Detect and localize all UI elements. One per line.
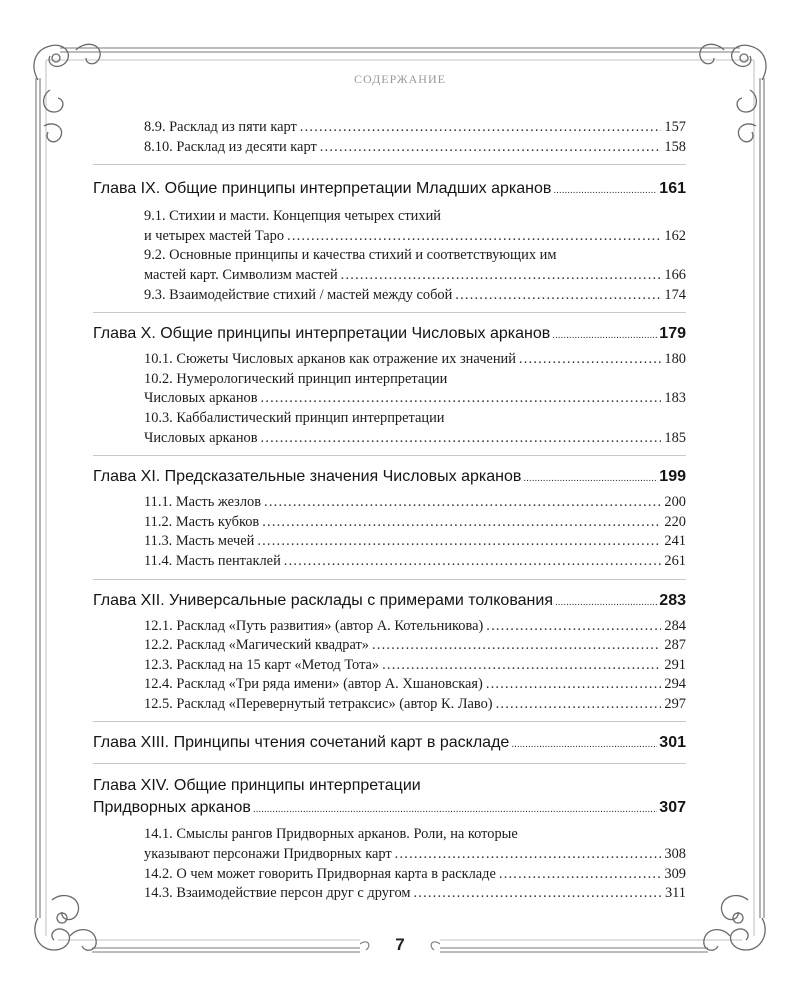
toc-entry-title: 14.3. Взаимодействие персон друг с другом <box>144 885 411 902</box>
toc-entry[interactable] <box>93 845 686 865</box>
toc-entry-title: 11.4. Масть пентаклей <box>144 552 281 569</box>
dot-leader <box>382 656 661 676</box>
dot-leader <box>287 227 661 247</box>
toc-entry-title: 12.2. Расклад «Магический квадрат» <box>144 637 369 654</box>
page-number: 7 <box>395 935 405 954</box>
toc-entry-line: 10.3. Каббалистический принцип интерпретации <box>144 409 445 426</box>
section-divider <box>93 763 686 764</box>
toc-entry-page: 241 <box>664 533 686 550</box>
chapter-title: Глава X. Общие принципы интерпретации Числовых арканов <box>93 325 551 343</box>
chapter-page: 199 <box>659 468 686 486</box>
toc-entry[interactable] <box>93 138 686 158</box>
section-divider <box>93 312 686 313</box>
toc-entry[interactable] <box>93 675 686 695</box>
toc-entry-page: 183 <box>664 390 686 407</box>
chapter-heading[interactable] <box>93 732 686 754</box>
toc-entry-page: 311 <box>664 885 686 902</box>
toc-entry[interactable] <box>93 884 686 904</box>
toc-entry-title: Числовых арканов <box>144 390 258 407</box>
section-divider <box>93 579 686 580</box>
chapter-title: Глава XII. Универсальные расклады с примерами толкования <box>93 591 553 609</box>
dot-leader <box>262 513 661 533</box>
dot-leader <box>300 118 662 138</box>
toc-entry[interactable] <box>93 617 686 637</box>
toc-entry-page: 180 <box>664 351 686 368</box>
toc-entry[interactable] <box>93 350 686 370</box>
toc-entry-title: 11.3. Масть мечей <box>144 533 255 550</box>
toc-entry-title: указывают персонажи Придворных карт <box>144 846 392 863</box>
toc-entry[interactable] <box>93 118 686 138</box>
toc-entry-line: 14.1. Смыслы рангов Придворных арканов. Роли, на которые <box>144 826 518 843</box>
toc-entry-title: 10.1. Сюжеты Числовых арканов как отражение их значений <box>144 351 516 368</box>
dot-leader <box>413 884 661 904</box>
toc-entry-page: 174 <box>664 286 686 303</box>
toc-entry[interactable] <box>93 513 686 533</box>
dot-leader <box>511 734 657 756</box>
toc-entry-page: 162 <box>664 227 686 244</box>
toc-entry-page: 308 <box>664 846 686 863</box>
toc-entry[interactable] <box>93 429 686 449</box>
toc-entry-page: 287 <box>664 637 686 654</box>
chapter-title: Глава XI. Предсказательные значения Числовых арканов <box>93 468 522 486</box>
toc-entry-page: 309 <box>664 865 686 882</box>
chapter-heading[interactable] <box>93 466 686 488</box>
chapter-page: 301 <box>659 734 686 752</box>
toc-entry-title: 14.2. О чем может говорить Придворная карта в раскладе <box>144 865 496 882</box>
toc-entry-title: 11.2. Масть кубков <box>144 513 260 530</box>
toc-entry-title: 8.9. Расклад из пяти карт <box>144 119 297 135</box>
toc-entry-title: Числовых арканов <box>144 429 258 446</box>
chapter-heading[interactable] <box>93 323 686 345</box>
table-of-contents <box>93 118 686 904</box>
dot-leader <box>553 180 657 202</box>
toc-entry-page: 291 <box>664 656 686 673</box>
toc-entry-title: 11.1. Масть жезлов <box>144 494 262 511</box>
toc-entry-page: 166 <box>664 266 686 283</box>
running-header: СОДЕРЖАНИЕ <box>354 72 446 86</box>
toc-entry-page: 200 <box>664 494 686 511</box>
dot-leader <box>499 865 662 885</box>
chapter-page: 307 <box>659 799 686 817</box>
section-divider <box>93 455 686 456</box>
chapter-title: Придворных арканов <box>93 799 251 817</box>
toc-entry[interactable] <box>93 636 686 656</box>
toc-entry-page: 284 <box>664 617 686 634</box>
corner-ornament-top-left <box>34 44 100 141</box>
dot-leader <box>395 845 662 865</box>
section-divider <box>93 164 686 165</box>
toc-entry[interactable] <box>93 389 686 409</box>
toc-entry[interactable] <box>93 286 686 306</box>
toc-entry-page: 294 <box>664 676 686 693</box>
toc-entry-page: 185 <box>664 429 686 446</box>
toc-entry-page: 157 <box>664 119 686 135</box>
dot-leader <box>264 493 661 513</box>
chapter-title: Глава XIII. Принципы чтения сочетаний карт в раскладе <box>93 734 510 752</box>
toc-entry[interactable] <box>93 532 686 552</box>
dot-leader <box>552 325 657 347</box>
toc-entry[interactable] <box>93 552 686 572</box>
dot-leader <box>261 389 662 409</box>
chapter-title-line: Глава XIV. Общие принципы интерпретации <box>93 777 421 795</box>
dot-leader <box>486 617 661 637</box>
toc-entry[interactable] <box>93 695 686 715</box>
toc-entry-title: 12.3. Расклад на 15 карт «Метод Тота» <box>144 656 380 673</box>
toc-entry[interactable] <box>93 656 686 676</box>
chapter-title: Глава IX. Общие принципы интерпретации Младших арканов <box>93 180 552 198</box>
toc-entry-title: 12.5. Расклад «Перевернутый тетраксис» (автор К. Лаво) <box>144 695 493 712</box>
dot-leader <box>555 592 657 614</box>
dot-leader <box>284 552 662 572</box>
dot-leader <box>486 675 662 695</box>
toc-entry-line: 9.2. Основные принципы и качества стихий и соответствующих им <box>144 247 557 264</box>
toc-entry-page: 220 <box>664 513 686 530</box>
toc-entry-line: 9.1. Стихии и масти. Концепция четырех стихий <box>144 208 441 225</box>
toc-entry-title: 9.3. Взаимодействие стихий / мастей между собой <box>144 286 453 303</box>
dot-leader <box>519 350 661 370</box>
dot-leader <box>261 429 662 449</box>
corner-ornament-top-right <box>700 44 766 141</box>
toc-entry-line: 10.2. Нумерологический принцип интерпретации <box>144 370 448 387</box>
chapter-page: 179 <box>659 325 686 343</box>
dot-leader <box>253 799 657 821</box>
toc-entry-page: 158 <box>664 138 686 155</box>
dot-leader <box>257 532 661 552</box>
toc-entry-title: мастей карт. Символизм мастей <box>144 266 338 283</box>
toc-entry-title: и четырех мастей Таро <box>144 227 285 244</box>
chapter-heading[interactable] <box>93 590 686 612</box>
toc-entry[interactable] <box>93 266 686 286</box>
dot-leader <box>455 286 661 306</box>
toc-entry-title: 12.1. Расклад «Путь развития» (автор А. Котельникова) <box>144 617 484 634</box>
toc-entry-title: 8.10. Расклад из десяти карт <box>144 138 317 155</box>
toc-entry-page: 261 <box>664 552 686 569</box>
toc-entry[interactable] <box>93 865 686 885</box>
toc-entry-page: 297 <box>664 695 686 712</box>
toc-entry-title: 12.4. Расклад «Три ряда имени» (автор А. Хшановская) <box>144 676 483 693</box>
toc-entry[interactable] <box>93 227 686 247</box>
toc-entry[interactable] <box>93 493 686 513</box>
chapter-page: 161 <box>659 180 686 198</box>
dot-leader <box>372 636 661 656</box>
chapter-heading[interactable] <box>93 797 686 819</box>
chapter-page: 283 <box>659 591 686 609</box>
section-divider <box>93 721 686 722</box>
chapter-heading[interactable] <box>93 178 686 200</box>
dot-leader <box>341 266 662 286</box>
dot-leader <box>496 695 662 715</box>
dot-leader <box>523 468 657 490</box>
dot-leader <box>320 138 662 158</box>
